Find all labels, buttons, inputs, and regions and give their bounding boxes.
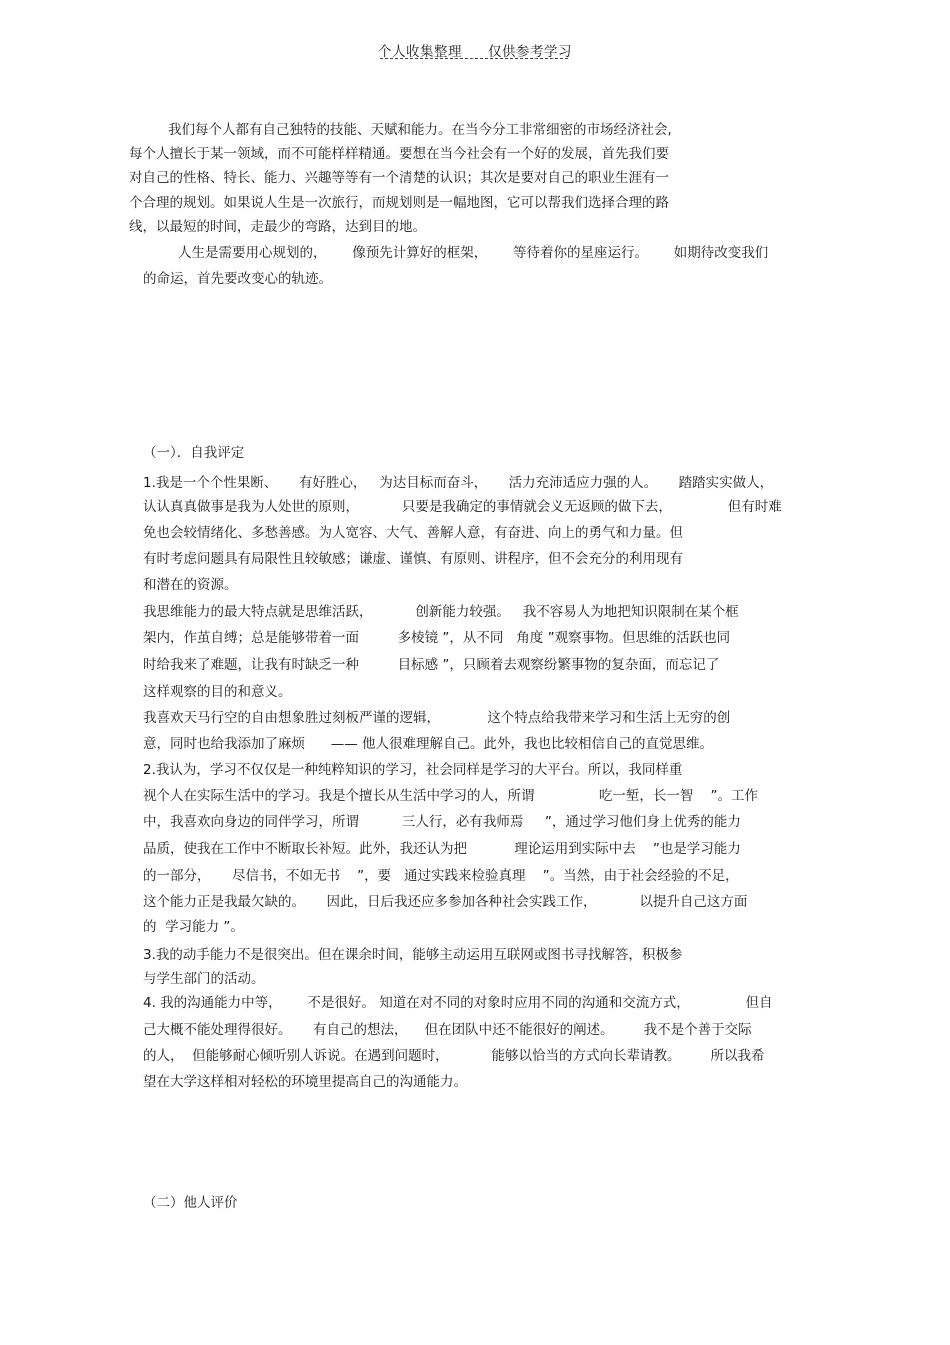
- intro-line: 人生是需要用心规划的， 像预先计算好的框架， 等待着你的星座运行。 如期待改变我们: [178, 245, 769, 261]
- paragraph-line: 这个能力正是我最欠缺的。 因此，日后我还应多参加各种社会实践工作， 以提升自己这方面: [143, 894, 748, 910]
- paragraph-line: 的一部分， 尽信书，不如无书 ”，要 通过实践来检验真理 ”。当然，由于社会经验的不足，: [143, 868, 739, 884]
- paragraph-line: 的 学习能力 ”。: [143, 919, 244, 935]
- paragraph-line: 3.我的动手能力不是很突出。但在课余时间，能够主动运用互联网或图书寻找解答，积极参: [143, 947, 683, 963]
- intro-line: 每个人擅长于某一领域，而不可能样样精通。要想在当今社会有一个好的发展，首先我们要: [129, 146, 669, 162]
- intro-line: 线，以最短的时间，走最少的弯路，达到目的地。: [129, 219, 426, 235]
- section-heading-self-assessment: （一）．自我评定: [143, 445, 245, 461]
- paragraph-line: 免也会较情绪化、多愁善感。为人宽容、大气、善解人意，有奋进、向上的勇气和力量。但: [143, 525, 683, 541]
- intro-line: 对自己的性格、特长、能力、兴趣等等有一个清楚的认识；其次是要对自己的职业生涯有一: [129, 170, 669, 186]
- paragraph-line: 我喜欢天马行空的自由想象胜过刻板严谨的逻辑， 这个特点给我带来学习和生活上无穷的创: [143, 710, 731, 726]
- paragraph-line: 与学生部门的活动。: [143, 971, 265, 987]
- paragraph-line: 认认真真做事是我为人处世的原则， 只要是我确定的事情就会义无返顾的做下去， 但有时难: [143, 499, 782, 515]
- page-header: [0, 40, 950, 60]
- paragraph-line: 中，我喜欢向身边的同伴学习，所谓 三人行，必有我师焉 ”，通过学习他们身上优秀的能力: [143, 814, 741, 830]
- paragraph-line: 这样观察的目的和意义。: [143, 684, 292, 700]
- paragraph-line: 我思维能力的最大特点就是思维活跃， 创新能力较强。 我不容易人为地把知识限制在某个框: [143, 604, 739, 620]
- header-left-text: 个人收集整理: [378, 44, 462, 60]
- intro-line: 的命运，首先要改变心的轨迹。: [143, 271, 332, 287]
- intro-line: 个合理的规划。如果说人生是一次旅行，而规划则是一幅地图，它可以帮我们选择合理的路: [129, 195, 669, 211]
- paragraph-line: 架内，作茧自缚；总是能够带着一面 多棱镜 ”，从不同 角度 ”观察事物。但思维的活跃也同: [143, 630, 731, 646]
- paragraph-line: 品质，使我在工作中不断取长补短。此外，我还认为把 理论运用到实际中去 ”也是学习能力: [143, 841, 741, 857]
- paragraph-line: 有时考虑问题具有局限性且较敏感；谦虚、谨慎、有原则、讲程序，但不会充分的利用现有: [143, 551, 683, 567]
- header-right-text: 仅供参考学习: [488, 44, 572, 60]
- paragraph-line: 2.我认为，学习不仅仅是一种纯粹知识的学习，社会同样是学习的大平台。所以，我同样重: [143, 762, 683, 778]
- paragraph-line: 己大概不能处理得很好。 有自己的想法， 但在团队中还不能很好的阐述。 我不是个善于交际: [143, 1022, 752, 1038]
- paragraph-line: 意，同时也给我添加了麻烦 —— 他人很难理解自己。此外，我也比较相信自己的直觉思维。: [143, 736, 714, 752]
- intro-line: 我们每个人都有自己独特的技能、天赋和能力。在当今分工非常细密的市场经济社会,: [168, 122, 672, 138]
- paragraph-line: 时给我来了难题，让我有时缺乏一种 目标感 ”，只顾着去观察纷繁事物的复杂面，而忘记了: [143, 657, 720, 673]
- paragraph-line: 视个人在实际生活中的学习。我是个擅长从生活中学习的人，所谓 吃一堑，长一智 ”。工作: [143, 788, 759, 804]
- paragraph-line: 1.我是一个个性果断、 有好胜心， 为达目标而奋斗， 活力充沛适应力强的人。 踏踏实实做人，: [143, 475, 774, 491]
- header-dashed-rule: [380, 58, 568, 59]
- paragraph-line: 的人， 但能够耐心倾听别人诉说。在遇到问题时， 能够以恰当的方式向长辈请教。 所以我希: [143, 1048, 765, 1064]
- section-heading-others-evaluation: （二）他人评价: [143, 1195, 238, 1211]
- paragraph-line: 望在大学这样相对轻松的环境里提高自己的沟通能力。: [143, 1074, 467, 1090]
- paragraph-line: 和潜在的资源。: [143, 577, 238, 593]
- paragraph-line: 4. 我的沟通能力中等， 不是很好。 知道在对不同的对象时应用不同的沟通和交流方式， 但自: [143, 995, 773, 1011]
